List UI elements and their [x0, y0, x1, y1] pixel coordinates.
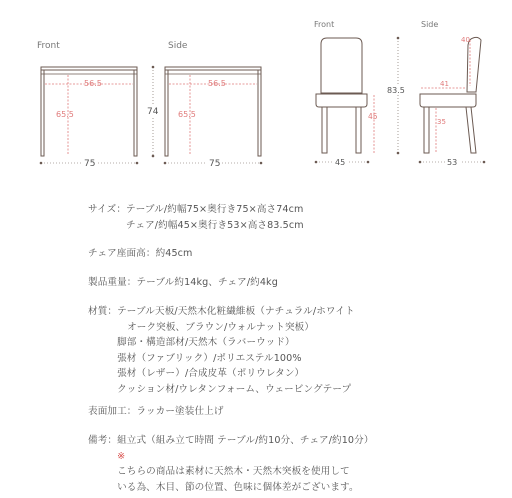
- spec-finish: [88, 404, 224, 420]
- chair-seat-depth: 41: [440, 80, 449, 88]
- chair-leg-height: 35: [437, 118, 446, 126]
- chair-depth: 53: [447, 158, 458, 167]
- chair-back-height: 40: [461, 36, 470, 44]
- chair-side-label: Side: [421, 20, 439, 29]
- spec-material-line: 張材（レザー）/合成皮革（ポリウレタン）: [117, 368, 305, 379]
- table-side-inner-height: 65.5: [178, 110, 196, 119]
- spec-material-line: テーブル天板/天然木化粧繊維板（ナチュラル/ホワイト: [117, 306, 355, 317]
- spec-weight: [88, 275, 278, 291]
- table-side-inner-width: 56.5: [208, 79, 226, 88]
- spec-material-line: 張材（ファブリック）/ポリエステル100%: [117, 352, 302, 364]
- spec-seat-label: チェア座面高：: [88, 248, 156, 259]
- chair-height-dimension: [386, 37, 408, 155]
- spec-notes-line: 組立式（組み立て時間 テーブル/約10分、チェア/約10分）: [117, 435, 374, 446]
- table-height-dimension: [146, 66, 160, 158]
- table-height: 74: [147, 107, 159, 117]
- spec-material-line: 脚部・構造部材/天然木（ラバーウッド）: [117, 337, 295, 348]
- spec-material-line: オーク突板、ブラウン/ウォルナット突板）: [127, 321, 315, 333]
- table-front-view: [37, 41, 138, 169]
- table-front-width: 75: [84, 159, 96, 169]
- table-front-inner-width: 56.5: [84, 79, 102, 88]
- spec-size-line: チェア/約幅45×奥行き53×高さ83.5cm: [126, 219, 304, 231]
- note-mark: ※: [117, 450, 126, 462]
- chair-total-height: 83.5: [387, 86, 405, 95]
- dimension-diagrams: [0, 0, 512, 200]
- spec-size-label: サイズ：: [88, 204, 127, 215]
- spec-notes-label: 備考：: [88, 435, 118, 446]
- chair-front-view: [314, 20, 378, 167]
- spec-notes-line: いる為、木目、節の位置、色味に個体差がございます。: [117, 481, 359, 493]
- table-side-label: Side: [168, 41, 188, 51]
- table-side-view: [164, 41, 263, 169]
- spec-notes: [88, 433, 374, 495]
- spec-size-line: テーブル/約幅75×奥行き75×高さ74cm: [126, 204, 304, 215]
- spec-finish-value: ラッカー塗装仕上げ: [136, 406, 224, 417]
- chair-front-width: 45: [335, 158, 346, 167]
- spec-material-line: クッション材/ウレタンフォーム、ウェービングテープ: [117, 383, 352, 395]
- spec-seat-height: [88, 246, 193, 262]
- spec-weight-value: テーブル約14kg、チェア/約4kg: [136, 277, 278, 288]
- chair-side-view: [419, 20, 486, 167]
- spec-size: [88, 202, 304, 233]
- spec-seat-value: 約45cm: [155, 248, 193, 259]
- spec-material-label: 材質：: [88, 306, 118, 317]
- table-front-label: Front: [37, 41, 60, 51]
- spec-notes-line: [117, 449, 373, 480]
- note-text: こちらの商品は素材に天然木・天然木突板を使用して: [117, 466, 350, 477]
- spec-finish-label: 表面加工：: [88, 406, 137, 417]
- spec-weight-label: 製品重量：: [88, 277, 137, 288]
- chair-seat-height: 45: [368, 112, 378, 121]
- table-side-width: 75: [209, 159, 221, 169]
- spec-material: [88, 304, 355, 397]
- chair-front-label: Front: [314, 20, 335, 29]
- table-front-inner-height: 65.5: [56, 110, 74, 119]
